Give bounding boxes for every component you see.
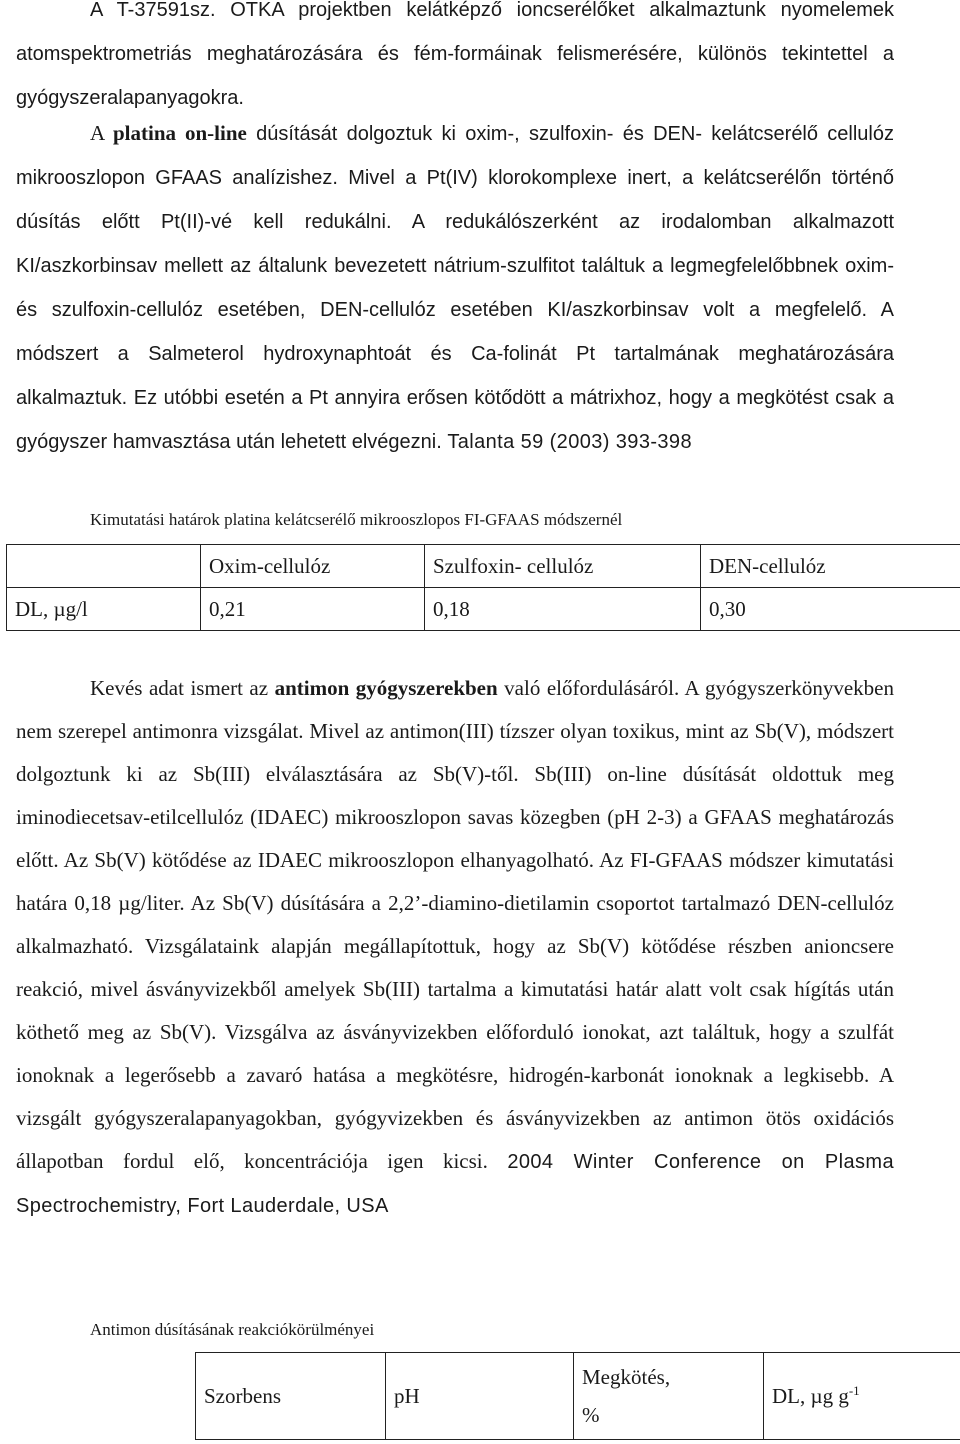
antimon-reference: 2004 Winter Conference on Plasma Spectrochemistry, Fort Lauderdale, USA	[16, 1151, 894, 1217]
table-cell: DL, µg/l	[7, 588, 201, 631]
table2-caption: Antimon dúsításának reakciókörülményei	[90, 1320, 375, 1339]
table-cell: 0,18	[425, 588, 701, 631]
antimon-text-b: való előfordulásáról. A gyógyszerkönyvekben nem szerepel antimonra vizsgálat. Mivel az antimon(III) tízszer olyan toxikus, mint az Sb(V), módszert dolgoztunk ki az Sb(III) elválasztására az Sb(V)-től. Sb(III) on-line dúsítását oldottuk meg iminodiecetsav-etilcellulóz (IDAEC) mikrooszlopon savas közegben (pH 2-3) a GFAAS meghatározás előtt. Az Sb(V) kötődése az IDAEC mikrooszlopon elhanyagolható. Az FI-GFAAS módszer kimutatási határa 0,18 µg/liter. Az Sb(V) dúsítására a 2,2’-diamino-dietilamin csoportot tartalmazó DEN-cellulóz alkalmazható. Vizsgálataink alapján megállapítottuk, hogy az Sb(V) kötődése részben anioncsere reakció, mivel ásványvizekből amelyek Sb(III) tartalma a kimutatási határ alatt volt csak hígítás után köthető meg az Sb(V). Vizsgálva az ásványvizekben előforduló ionokat, azt találtuk, hogy a szulfát ionoknak a legerősebb a zavaró hatása a megkötésre, hidrogén-karbonát ionoknak a legkisebb. A vizsgált gyógyszeralapanyagokban, gyógyvizekben és ásványvizekben az antimon ötös oxidációs állapotban fordul elő, koncentrációja igen kicsi.	[16, 676, 894, 1173]
detection-limits-table	[6, 544, 960, 631]
table-header-cell	[7, 545, 201, 588]
paragraph-otka-intro	[16, 0, 894, 120]
platina-reference: Talanta 59 (2003) 393-398	[447, 431, 692, 453]
table-row	[7, 588, 960, 631]
paragraph-antimon	[16, 667, 894, 1228]
table-header-cell: DEN-cellulóz	[701, 545, 960, 588]
platina-text-a: A	[90, 121, 113, 145]
dl-label: DL, µg g	[772, 1384, 849, 1408]
antimon-text-a: Kevés adat ismert az	[90, 676, 275, 700]
otka-intro-text: A T-37591sz. OTKA projektben kelátképző ioncserélőket alkalmaztunk nyomelemek atomspektrometriás meghatározására és fém-formáinak felismerésére, különös tekintettel a gyógyszeralapanyagokra.	[16, 0, 894, 109]
binding-label: Megkötés,	[582, 1365, 671, 1389]
table-header-row	[7, 545, 960, 588]
table-cell: 0,30	[701, 588, 960, 631]
table1-caption: Kimutatási határok platina kelátcserélő mikrooszlopos FI-GFAAS módszernél	[90, 510, 623, 529]
dl-exponent: -1	[848, 1383, 860, 1398]
antimon-bold: antimon gyógyszerekben	[274, 676, 498, 700]
table-header-cell: Szulfoxin- cellulóz	[425, 545, 701, 588]
table-header-row	[196, 1353, 960, 1440]
table-header-cell	[574, 1353, 764, 1440]
binding-unit: %	[582, 1403, 600, 1427]
table-header-cell: Szorbens	[196, 1353, 386, 1440]
antimon-conditions-table	[195, 1352, 960, 1440]
paragraph-platina	[16, 112, 894, 464]
table-cell: 0,21	[201, 588, 425, 631]
table-header-cell: Oxim-cellulóz	[201, 545, 425, 588]
table-header-cell	[764, 1353, 960, 1440]
table-header-cell: pH	[386, 1353, 574, 1440]
platina-bold: platina on-line	[113, 121, 247, 145]
platina-text-b: dúsítását dolgoztuk ki oxim-, szulfoxin- és DEN- kelátcserélő cellulóz mikrooszlopon GFAAS analízishez. Mivel a Pt(IV) klorokomplexe inert, a kelátcserélőn történő dúsítás előtt Pt(II)-vé kell redukálni. A redukálószerként az irodalomban alkalmazott KI/aszkorbinsav mellett az általunk bevezetett nátrium-szulfitot találtuk a legmegfelelőbbnek oxim- és szulfoxin-cellulóz esetében, DEN-cellulóz esetében KI/aszkorbinsav volt a megfelelő. A módszert a Salmeterol hydroxynaphtoát és Ca-folinát Pt tartalmának meghatározására alkalmaztuk. Ez utóbbi esetén a Pt annyira erősen kötődött a mátrixhoz, hogy a megkötést csak a gyógyszer hamvasztása után lehetett elvégezni.	[16, 123, 894, 453]
